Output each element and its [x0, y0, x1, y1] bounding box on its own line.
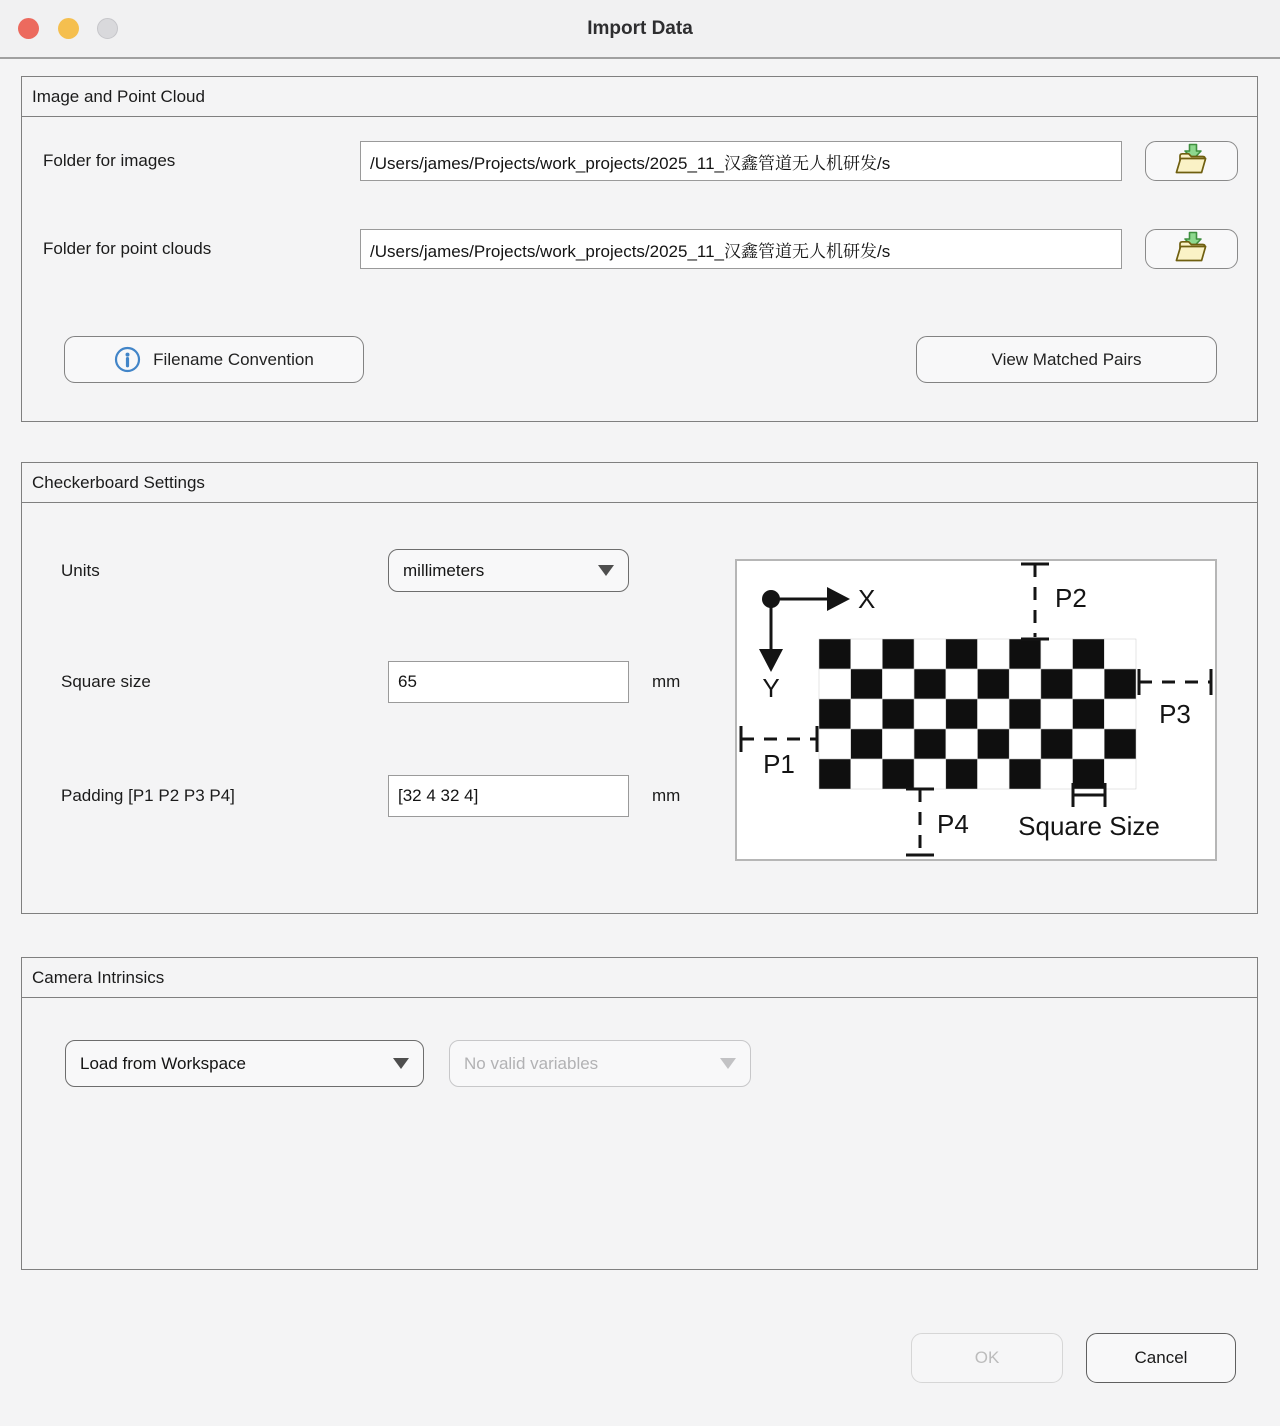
info-icon	[114, 346, 141, 373]
square-size-label: Square size	[61, 672, 151, 691]
window-title: Import Data	[587, 17, 693, 39]
folder-import-icon	[1172, 230, 1212, 269]
folder-import-icon	[1172, 142, 1212, 181]
square-size-diagram-label: Square Size	[1018, 811, 1160, 841]
intrinsics-source-value: Load from Workspace	[80, 1053, 246, 1073]
intrinsics-source-dropdown[interactable]	[65, 1040, 424, 1087]
checkerboard-settings-group-title: Checkerboard Settings	[22, 463, 1257, 503]
intrinsics-variable-value: No valid variables	[464, 1053, 599, 1073]
padding-unit-label: mm	[652, 786, 681, 805]
units-dropdown-value: millimeters	[403, 560, 485, 580]
checkerboard-cells	[819, 639, 1136, 789]
title-bar	[0, 0, 1280, 59]
x-axis-label: X	[858, 584, 876, 614]
p2-label: P2	[1055, 583, 1087, 613]
view-matched-pairs-label: View Matched Pairs	[991, 349, 1142, 369]
dropdown-arrow-icon	[598, 565, 614, 576]
square-size-input[interactable]	[388, 661, 629, 703]
cancel-button-label: Cancel	[1134, 1348, 1188, 1367]
p2-measure-line	[1021, 564, 1049, 639]
cancel-button[interactable]	[1086, 1333, 1236, 1383]
units-label: Units	[61, 560, 100, 580]
padding-input[interactable]	[388, 775, 629, 817]
camera-intrinsics-group	[21, 957, 1258, 1270]
y-axis-label: Y	[762, 673, 780, 703]
filename-convention-button[interactable]	[64, 336, 364, 383]
checkerboard-settings-group	[21, 462, 1258, 914]
image-point-cloud-group-title: Image and Point Cloud	[22, 77, 1257, 117]
units-dropdown[interactable]	[388, 549, 629, 592]
ok-button	[911, 1333, 1063, 1383]
square-size-unit-label: mm	[652, 672, 681, 691]
p3-label: P3	[1159, 699, 1191, 729]
checkerboard-diagram	[735, 559, 1217, 861]
image-point-cloud-group	[21, 76, 1258, 422]
folder-for-images-label: Folder for images	[43, 151, 176, 170]
folder-for-images-input[interactable]	[360, 141, 1122, 181]
p3-measure-line	[1139, 669, 1211, 695]
browse-images-folder-button[interactable]	[1145, 141, 1238, 181]
padding-label: Padding [P1 P2 P3 P4]	[61, 786, 235, 805]
dropdown-arrow-icon	[393, 1058, 409, 1069]
p4-measure-line	[906, 789, 934, 855]
p1-label: P1	[763, 749, 795, 779]
browse-point-clouds-folder-button[interactable]	[1145, 229, 1238, 269]
p4-label: P4	[937, 809, 969, 839]
view-matched-pairs-button[interactable]	[916, 336, 1217, 383]
ok-button-label: OK	[974, 1348, 1000, 1367]
camera-intrinsics-group-title: Camera Intrinsics	[22, 958, 1257, 998]
folder-for-point-clouds-label: Folder for point clouds	[43, 239, 212, 258]
checkerboard-diagram-svg	[737, 561, 1215, 859]
dropdown-arrow-icon	[720, 1058, 736, 1069]
folder-for-point-clouds-input[interactable]	[360, 229, 1122, 269]
filename-convention-label: Filename Convention	[153, 349, 314, 369]
intrinsics-variable-dropdown	[449, 1040, 751, 1087]
